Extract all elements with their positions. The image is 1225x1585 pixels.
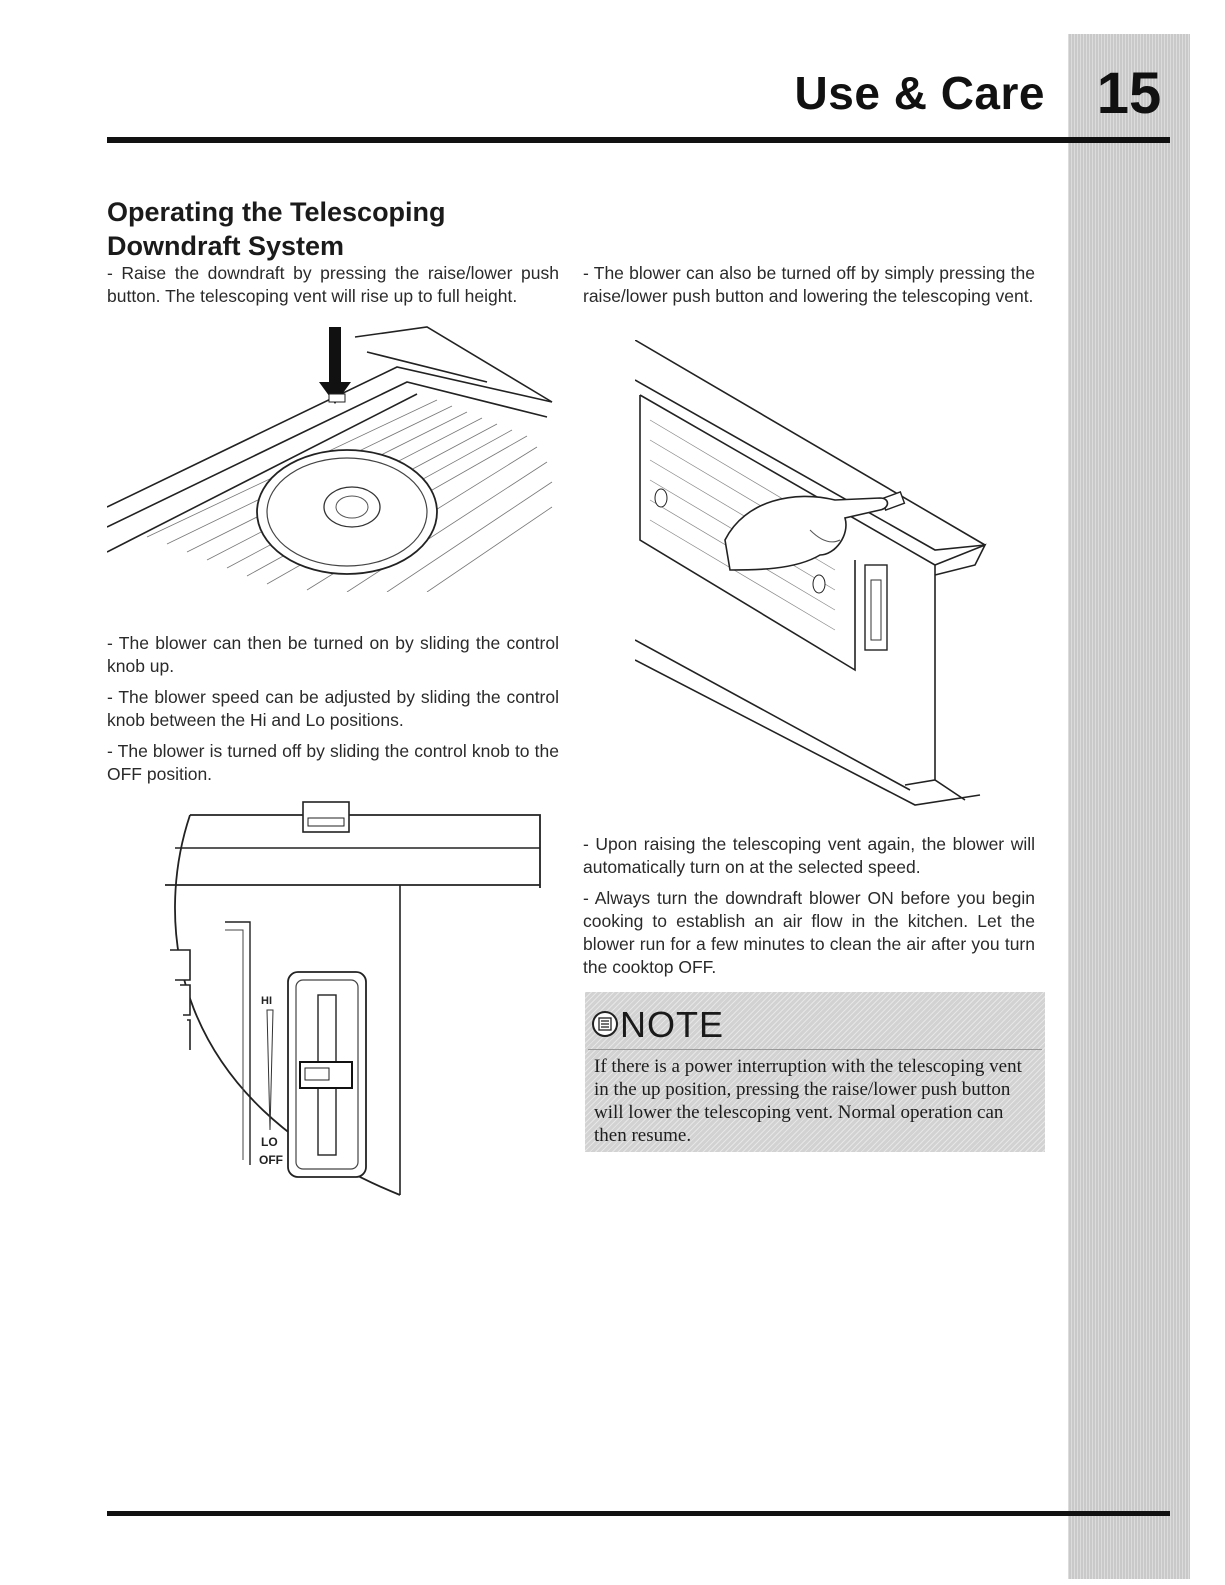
section-heading	[107, 195, 607, 263]
right-paragraph-3: - Always turn the downdraft blower ON before you begin cooking to establish an air flow in the kitchen. Let the blower run for a few minutes to clean the air after you turn the cooktop OFF.	[583, 888, 1035, 977]
bottom-rule	[107, 1511, 1170, 1516]
lo-label: LO	[261, 1135, 278, 1149]
side-tab	[1068, 34, 1190, 1579]
telescoping-vent-figure	[635, 340, 995, 810]
note-rule	[588, 1049, 1042, 1050]
left-paragraph-1: - Raise the downdraft by pressing the raise/lower push button. The telescoping vent will rise up to full height.	[107, 263, 559, 306]
page-number: 15	[1096, 61, 1162, 126]
right-paragraph-2: - Upon raising the telescoping vent again, the blower will automatically turn on at the selected speed.	[583, 834, 1035, 877]
header-title: Use & Care	[794, 67, 1045, 119]
left-paragraph-2: - The blower can then be turned on by sliding the control knob up.	[107, 633, 559, 676]
push-button-figure	[107, 322, 562, 592]
right-paragraph-1: - The blower can also be turned off by simply pressing the raise/lower push button and lowering the telescoping vent.	[583, 263, 1035, 306]
note-icon	[591, 1010, 619, 1038]
note-title: NOTE	[620, 1004, 725, 1045]
hi-label: HI	[261, 995, 272, 1007]
heading-line-1: Operating the Telescoping	[107, 197, 446, 227]
control-knob-figure	[155, 800, 550, 1200]
left-paragraph-3: - The blower speed can be adjusted by sliding the control knob between the Hi and Lo positions.	[107, 687, 559, 730]
off-label: OFF	[259, 1153, 283, 1167]
left-paragraph-4: - The blower is turned off by sliding the control knob to the OFF position.	[107, 741, 559, 784]
heading-line-2: Downdraft System	[107, 231, 345, 261]
note-text: If there is a power interruption with the telescoping vent in the up position, pressing the raise/lower push button will lower the telescoping vent. Normal operation can then resume.	[594, 1056, 1022, 1146]
top-rule	[107, 137, 1170, 143]
